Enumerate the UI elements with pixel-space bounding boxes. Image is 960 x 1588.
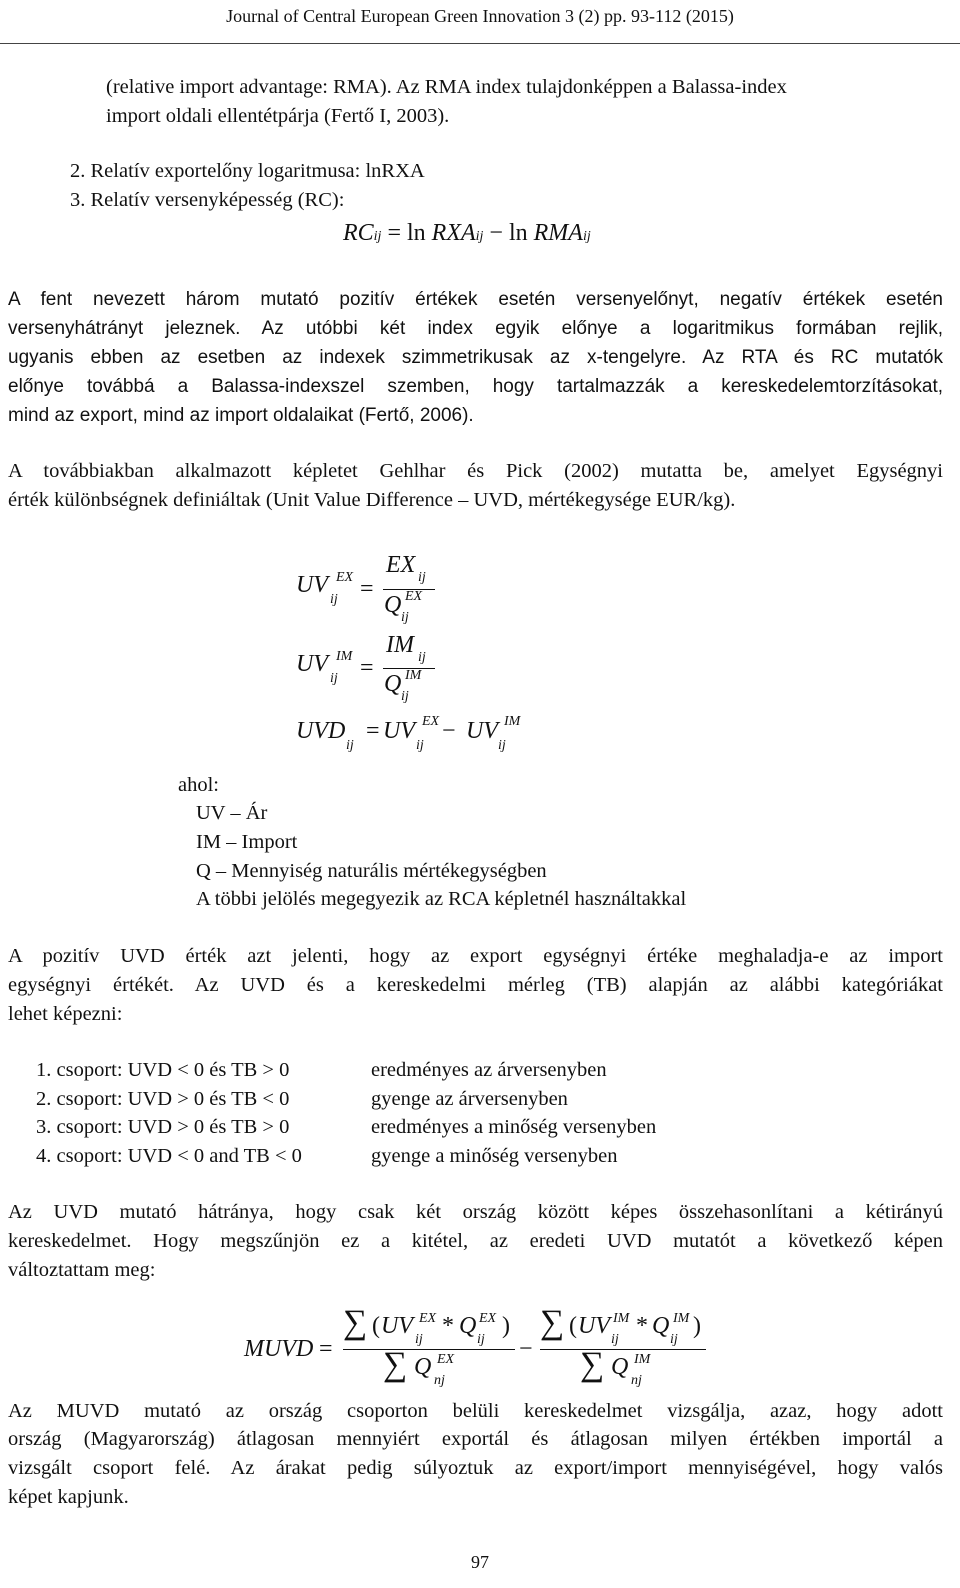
muvd-sum-im-denominator-sigma: ∑ (580, 1346, 605, 1383)
muvd-im-open-paren: ( (569, 1313, 577, 1339)
uvd-minus: − (442, 718, 456, 744)
muvd-lhs: MUVD (244, 1336, 314, 1362)
running-header: Journal of Central European Green Innovation 3 (2) pp. 93-112 (2015) (226, 6, 734, 26)
uv-ex-lhs: UV (296, 572, 328, 598)
uvd-uv-im: UV (466, 718, 498, 744)
paragraph-3-line-1: A pozitív UVD érték azt jelenti, hogy az export egységnyi értéke meghaladja-e az import (8, 945, 943, 967)
uv-ex-numerator: EX (386, 552, 416, 578)
list-item-2: 2. Relatív exportelőny logaritmusa: lnRXA (70, 160, 425, 182)
rma-subscript: ij (582, 229, 591, 244)
muvd-ex-close-paren: ) (502, 1313, 510, 1339)
muvd-im-uv-superscript: IM (613, 1311, 630, 1326)
muvd-ex-denominator-subscript: nj (434, 1373, 445, 1388)
paragraph-3-line-2: egységnyi értékét. Az UVD és a kereskedelmi mérleg (TB) alapján az alábbi kategóriákat (8, 974, 943, 996)
muvd-sum-im-numerator-sigma: ∑ (540, 1304, 565, 1341)
group-4-condition: 4. csoport: UVD < 0 and TB < 0 (36, 1145, 302, 1167)
uvd-lhs: UVD (296, 718, 346, 744)
paragraph-1-line-5: mind az export, mind az import oldalaikat (Fertő, 2006). (8, 405, 474, 426)
muvd-im-close-paren: ) (693, 1313, 701, 1339)
paragraph-5-line-2: ország (Magyarország) átlagosan mennyiért exportál és átlagosan milyen értékben importál a (8, 1428, 943, 1450)
muvd-im-uv-subscript: ij (611, 1332, 619, 1347)
uvd-im-superscript: IM (504, 714, 521, 729)
paragraph-1-line-4: előnye továbbá a Balassa-indexszel szemben, hogy tartalmazzák a kereskedelemtorzításokat, (8, 376, 943, 397)
uv-ex-superscript: EX (336, 570, 354, 585)
rxa-symbol: RXA (431, 220, 476, 246)
uvd-ex-superscript: EX (422, 714, 440, 729)
muvd-im-denominator-superscript: IM (634, 1352, 651, 1367)
uv-im-subscript: ij (330, 671, 338, 686)
paragraph-2-line-1: A továbbiakban alkalmazott képletet Gehlhar és Pick (2002) mutatta be, amelyet Egységnyi (8, 460, 943, 482)
legend-item-q: Q – Mennyiség naturális mértékegységben (196, 860, 547, 882)
rc-symbol: RC (343, 220, 374, 246)
uv-im-numerator: IM (386, 632, 414, 658)
muvd-im-denominator-subscript: nj (631, 1373, 642, 1388)
group-3-condition: 3. csoport: UVD > 0 és TB > 0 (36, 1116, 290, 1138)
rc-minus-ln: − ln (489, 220, 528, 246)
legend-ahol: ahol: (178, 774, 219, 796)
rxa-subscript: ij (475, 229, 484, 244)
uv-im-denominator-subscript: ij (401, 689, 409, 704)
muvd-im-uv: UV (578, 1313, 610, 1339)
muvd-ex-denominator-superscript: EX (437, 1352, 455, 1367)
paragraph-4-line-2: kereskedelmet. Hogy megszűnjön ez a kitétel, az eredeti UVD mutatót a következő képen (8, 1230, 943, 1252)
intro-line-1: (relative import advantage: RMA). Az RMA index tulajdonképpen a Balassa-index (106, 76, 787, 98)
uv-im-denominator: Q (384, 671, 402, 697)
intro-line-2: import oldali ellentétpárja (Fertő I, 2003). (106, 105, 450, 127)
uv-im-lhs: UV (296, 651, 328, 677)
paragraph-5-line-4: képet kapjunk. (8, 1486, 129, 1508)
muvd-ex-denominator-q: Q (414, 1354, 432, 1380)
paragraph-5-line-3: vizsgált csoport felé. Az árakat pedig súlyoztuk az export/import mennyiségével, hogy valós (8, 1457, 943, 1479)
muvd-im-star: * (636, 1313, 648, 1339)
group-1-result: eredményes az árversenyben (371, 1059, 607, 1081)
rc-subscript: ij (373, 229, 382, 244)
muvd-ex-uv-subscript: ij (415, 1332, 423, 1347)
page-number: 97 (471, 1552, 489, 1572)
rc-equals-ln: = ln (387, 220, 426, 246)
legend-item-other: A többi jelölés megegyezik az RCA képletnél használtakkal (196, 888, 687, 910)
muvd-sum-ex-numerator-sigma: ∑ (343, 1304, 368, 1341)
muvd-ex-q-subscript: ij (477, 1332, 485, 1347)
group-3-result: eredményes a minőség versenyben (371, 1116, 657, 1138)
group-4-result: gyenge a minőség versenyben (371, 1145, 618, 1167)
uv-ex-subscript: ij (330, 592, 338, 607)
muvd-right-fraction-bar (540, 1349, 706, 1350)
group-2-condition: 2. csoport: UVD > 0 és TB < 0 (36, 1088, 290, 1110)
paragraph-3-line-3: lehet képezni: (8, 1003, 123, 1025)
muvd-minus: − (519, 1336, 533, 1362)
paragraph-4-line-1: Az UVD mutató hátránya, hogy csak két ország között képes összehasonlítani a kétirányú (8, 1201, 943, 1223)
group-1-condition: 1. csoport: UVD < 0 és TB > 0 (36, 1059, 290, 1081)
muvd-ex-uv-superscript: EX (419, 1311, 437, 1326)
paragraph-1-line-3: ugyanis ebben az esetben az indexek szimmetrikusak az x-tengelyre. Az RTA és RC mutatók (8, 347, 943, 368)
uv-ex-numerator-subscript: ij (418, 570, 426, 585)
uvd-im-subscript: ij (498, 738, 506, 753)
paragraph-2-line-2: érték különbségnek definiáltak (Unit Value Difference – UVD, mértékegysége EUR/kg). (8, 489, 736, 511)
header-rule (0, 43, 960, 44)
uv-im-denominator-superscript: IM (405, 668, 422, 683)
paragraph-4-line-3: változtattam meg: (8, 1259, 156, 1281)
muvd-equals: = (319, 1336, 333, 1362)
muvd-ex-q-superscript: EX (479, 1311, 497, 1326)
uvd-equals: = (366, 718, 380, 744)
uv-ex-equals: = (360, 576, 374, 602)
uv-ex-denominator-superscript: EX (405, 589, 423, 604)
uvd-uv-ex: UV (383, 718, 415, 744)
formula-rc (343, 220, 591, 247)
uv-im-numerator-subscript: ij (418, 650, 426, 665)
legend-item-im: IM – Import (196, 831, 298, 853)
legend-item-uv: UV – Ár (196, 802, 268, 824)
uv-ex-denominator-subscript: ij (401, 610, 409, 625)
muvd-ex-q: Q (459, 1313, 477, 1339)
paragraph-1-line-2: versenyhátrányt jeleznek. Az utóbbi két index egyik előnye a logaritmikus formában rejlik, (8, 318, 943, 339)
list-item-3: 3. Relatív versenyképesség (RC): (70, 189, 345, 211)
uv-ex-denominator: Q (384, 592, 402, 618)
uv-im-equals: = (360, 655, 374, 681)
paragraph-5-line-1: Az MUVD mutató az ország csoporton belüli kereskedelmet vizsgálja, azaz, hogy adott (8, 1400, 943, 1422)
uvd-subscript: ij (346, 738, 354, 753)
muvd-ex-open-paren: ( (372, 1313, 380, 1339)
muvd-im-q: Q (652, 1313, 670, 1339)
muvd-left-fraction-bar (343, 1349, 515, 1350)
muvd-ex-star: * (442, 1313, 454, 1339)
muvd-im-q-superscript: IM (673, 1311, 690, 1326)
muvd-im-q-subscript: ij (670, 1332, 678, 1347)
group-2-result: gyenge az árversenyben (371, 1088, 568, 1110)
muvd-ex-uv: UV (381, 1313, 413, 1339)
rma-symbol: RMA (533, 220, 583, 246)
uvd-ex-subscript: ij (416, 738, 424, 753)
muvd-im-denominator-q: Q (611, 1354, 629, 1380)
paragraph-1-line-1: A fent nevezett három mutató pozitív értékek esetén versenyelőnyt, negatív értékek esetén (8, 289, 943, 310)
muvd-sum-ex-denominator-sigma: ∑ (383, 1346, 408, 1383)
uv-im-superscript: IM (336, 649, 353, 664)
